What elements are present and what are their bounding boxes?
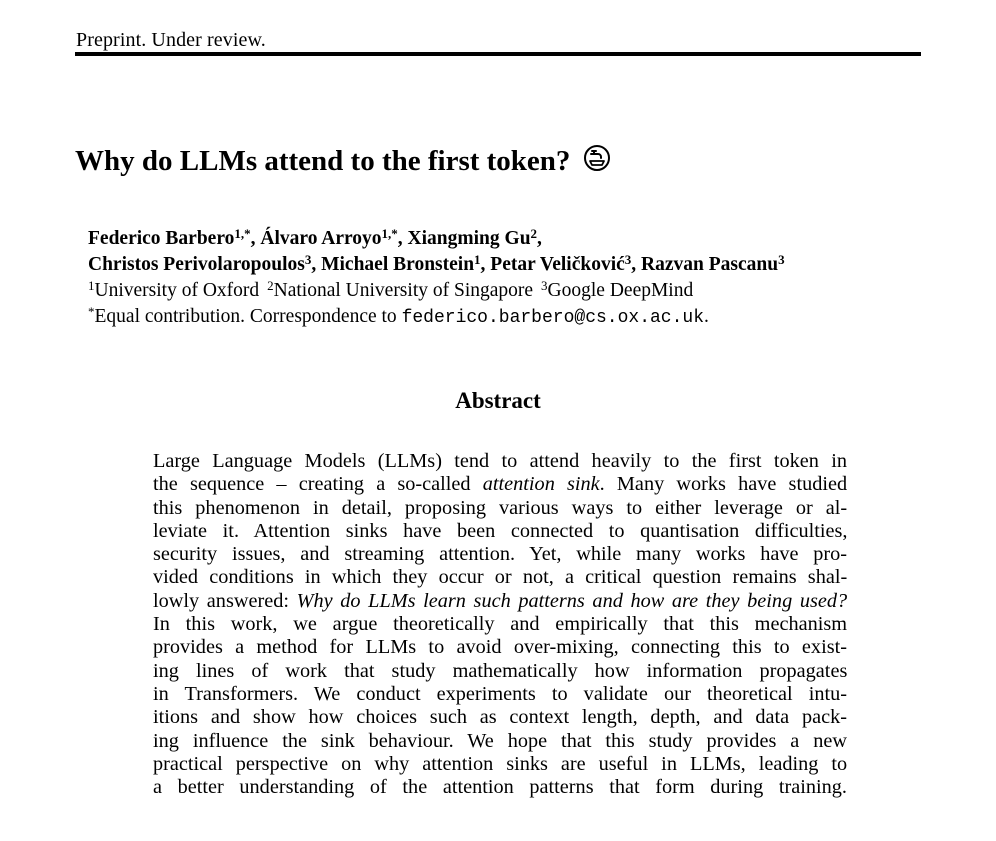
abstract-heading: Abstract [455, 388, 541, 413]
author-block [88, 226, 785, 331]
author-affiliation-marker: 1,* [234, 226, 251, 241]
abstract-line [153, 660, 847, 683]
abstract-text: this phenomenon in detail, proposing various ways to either leverage or al- [153, 496, 848, 519]
affiliation-name: Google DeepMind [547, 280, 694, 301]
abstract-text: security issues, and streaming attention. Yet, while many works have pro- [153, 543, 848, 566]
author-separator: , [631, 254, 642, 275]
abstract-text: In this work, we argue theoretically and empirically that this mechanism [153, 613, 848, 636]
abstract-line [153, 613, 847, 636]
abstract-line [153, 520, 847, 543]
abstract-body [153, 450, 847, 799]
note-text: Equal contribution. Correspondence to [94, 306, 402, 327]
abstract-text: a better understanding of the attention patterns that form during training. [153, 776, 847, 799]
abstract-text: Large Language Models (LLMs) tend to attend heavily to the first token in [153, 450, 847, 472]
author-affiliation-marker: 3 [778, 252, 785, 267]
author-name: Razvan Pascanu [641, 254, 779, 275]
author-name: Federico Barbero [88, 228, 235, 249]
affiliation-name: National University of Singapore [273, 280, 534, 301]
author-name: Christos Perivolaropoulos [88, 254, 305, 275]
author-affiliation-marker: 3 [624, 252, 632, 267]
abstract-italic-text: attention sink [482, 473, 600, 496]
author-separator: , [311, 254, 322, 275]
abstract-text: ing lines of work that study mathematically how information propagates [153, 659, 848, 682]
author-name: Álvaro Arroyo [260, 228, 382, 249]
abstract-line [153, 706, 847, 729]
author-affiliation-marker: 1 [474, 252, 481, 267]
abstract-text: in Transformers. We conduct experiments to validate our theoretical intu- [153, 682, 848, 705]
abstract-text: lowly answered: [153, 589, 297, 612]
abstract-line [153, 497, 847, 520]
author-name: Petar Veličković [490, 254, 625, 275]
affiliation [267, 280, 533, 301]
affiliations [88, 278, 785, 304]
affiliation-name: University of Oxford [94, 280, 260, 301]
abstract-line [153, 473, 847, 496]
author-affiliation-marker: 3 [304, 252, 312, 267]
author-separator: , [250, 228, 261, 249]
equal-contribution-note [88, 304, 785, 331]
affiliation [88, 280, 259, 301]
author-separator: , [537, 228, 542, 249]
author-line-2 [88, 252, 785, 278]
running-head: Preprint. Under review. [76, 29, 266, 51]
abstract-line [153, 450, 847, 473]
abstract-line [153, 730, 847, 753]
affiliation-marker: 2 [267, 278, 274, 293]
author-name: Michael Bronstein [321, 254, 475, 275]
affiliation-marker: 1 [88, 278, 95, 293]
author-name: Xiangming Gu [407, 228, 531, 249]
affiliation [541, 280, 693, 301]
note-end: . [704, 306, 709, 327]
abstract-text: itions and show how choices such as context length, depth, and data pack- [153, 706, 847, 729]
abstract-line [153, 590, 847, 613]
abstract-text: provides a method for LLMs to avoid over-mixing, connecting this to exist- [153, 636, 847, 659]
author-separator: , [480, 254, 491, 275]
abstract-text: ing influence the sink behaviour. We hope that this study provides a new [153, 729, 847, 752]
abstract-text: the sequence – creating a so-called [153, 473, 483, 496]
abstract-text: leviate it. Attention sinks have been connected to quantisation difficulties, [153, 519, 848, 542]
affiliation-marker: 3 [541, 278, 548, 293]
abstract-line [153, 543, 847, 566]
paper-title-text: Why do LLMs attend to the first token? [75, 145, 571, 177]
paper-title [75, 145, 611, 178]
abstract-line [153, 683, 847, 706]
author-line-1 [88, 226, 785, 252]
abstract-italic-text: Why do LLMs learn such patterns and how are they being used? [296, 589, 848, 612]
note-marker: * [88, 304, 95, 319]
sink-faucet-icon [583, 144, 611, 172]
abstract-text: practical perspective on why attention sinks are useful in LLMs, leading to [153, 752, 848, 775]
author-separator: , [397, 228, 408, 249]
correspondence-email[interactable]: federico.barbero@cs.ox.ac.uk [401, 308, 705, 328]
abstract-line [153, 566, 847, 589]
abstract-text: . Many works have studied [599, 473, 848, 496]
abstract-line [153, 636, 847, 659]
author-affiliation-marker: 2 [530, 226, 538, 241]
abstract-line [153, 776, 847, 799]
abstract-text: vided conditions in which they occur or not, a critical question remains shal- [153, 566, 848, 589]
abstract-line [153, 753, 847, 776]
author-affiliation-marker: 1,* [381, 226, 398, 241]
header-rule [75, 52, 921, 56]
